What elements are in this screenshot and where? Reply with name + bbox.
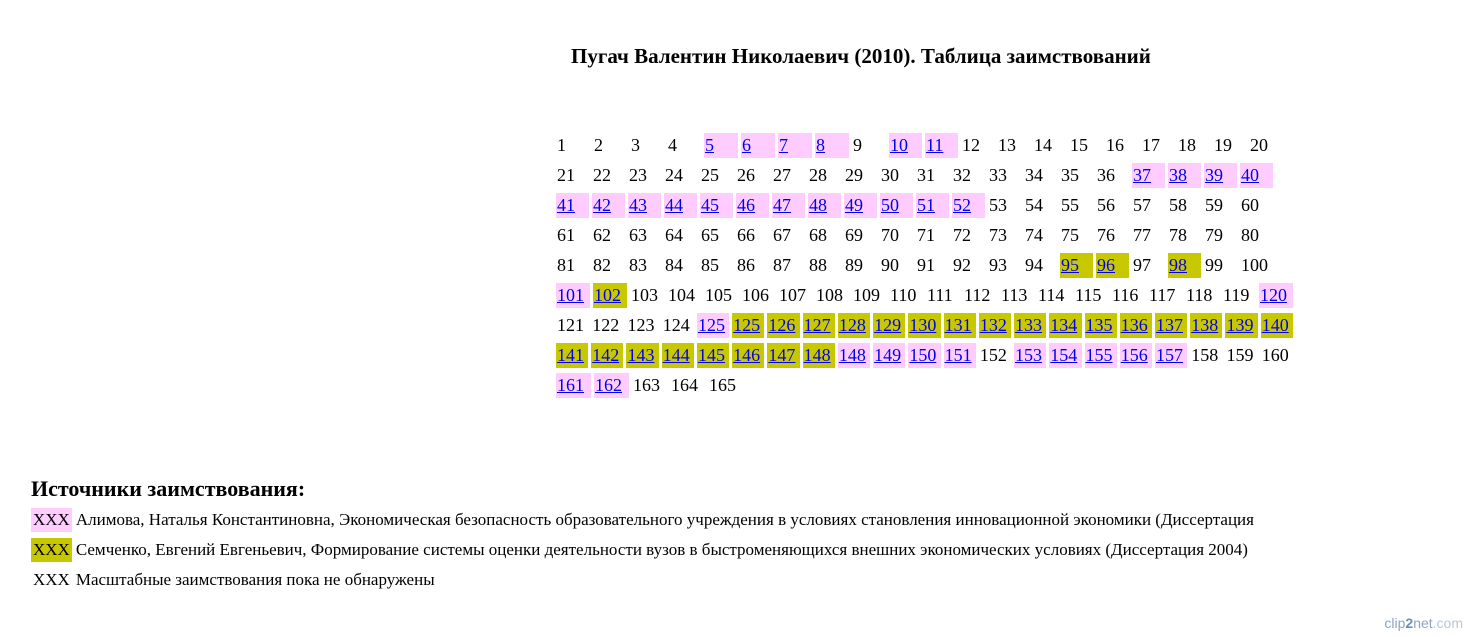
grid-cell: 25	[701, 164, 719, 185]
borrowed-fragment-link[interactable]: 129	[874, 314, 902, 335]
borrowed-fragment-link[interactable]: 41	[557, 194, 575, 215]
sources-heading: Источники заимствования:	[31, 476, 306, 501]
grid-cell[interactable]	[556, 373, 591, 398]
grid-cell[interactable]	[591, 343, 623, 368]
grid-cell[interactable]	[662, 343, 694, 368]
grid-cell[interactable]	[873, 313, 905, 338]
grid-cell[interactable]	[1190, 313, 1222, 338]
grid-cell[interactable]	[1060, 253, 1093, 278]
grid-cell: 21	[557, 164, 575, 185]
grid-cell: 62	[593, 224, 611, 245]
grid-cell[interactable]	[908, 343, 940, 368]
grid-cell: 28	[809, 164, 827, 185]
grid-cell: 32	[953, 164, 971, 185]
grid-cell: 19	[1214, 134, 1232, 155]
grid-cell: 4	[668, 134, 677, 155]
grid-cell: 124	[662, 314, 690, 335]
source-text: Семченко, Евгений Евгеньевич, Формирование системы оценки деятельности вузов в быстроменяющихся внешних экономических условиях (Диссертация 2004)	[75, 540, 1248, 559]
borrowed-fragment-link[interactable]: 50	[881, 194, 899, 215]
grid-cell[interactable]	[944, 313, 976, 338]
borrowed-fragment-link[interactable]: 154	[1050, 344, 1078, 365]
grid-cell: 20	[1250, 134, 1268, 155]
grid-cell: 165	[709, 374, 736, 395]
borrowed-fragment-link[interactable]: 144	[662, 344, 690, 365]
grid-cell[interactable]	[1132, 163, 1165, 188]
grid-cell: 14	[1034, 134, 1052, 155]
grid-cell: 115	[1075, 284, 1102, 305]
grid-cell[interactable]	[626, 343, 658, 368]
grid-cell: 30	[881, 164, 899, 185]
borrowed-fragment-link[interactable]: 5	[705, 134, 714, 155]
grid-cell[interactable]	[889, 133, 922, 158]
grid-cell[interactable]	[736, 193, 769, 218]
grid-cell: 152	[979, 344, 1007, 365]
grid-cell: 1	[557, 134, 566, 155]
grid-cell: 88	[809, 254, 827, 275]
borrowed-fragment-link[interactable]: 46	[737, 194, 755, 215]
grid-cell: 110	[890, 284, 917, 305]
borrowed-fragment-link[interactable]: 143	[627, 344, 655, 365]
borrowed-fragment-link[interactable]: 148	[838, 344, 866, 365]
grid-cell: 23	[629, 164, 647, 185]
borrowed-fragment-link[interactable]: 161	[557, 374, 584, 395]
borrowed-fragment-link[interactable]: 98	[1169, 254, 1187, 275]
grid-cell: 54	[1025, 194, 1043, 215]
grid-cell: 3	[631, 134, 640, 155]
borrowed-fragment-link[interactable]: 139	[1226, 314, 1254, 335]
borrowed-fragment-link[interactable]: 125	[733, 314, 761, 335]
borrowed-fragment-link[interactable]: 48	[809, 194, 827, 215]
grid-cell[interactable]	[1085, 313, 1117, 338]
grid-cell: 158	[1191, 344, 1219, 365]
grid-cell[interactable]	[1014, 343, 1046, 368]
grid-row	[556, 310, 1296, 340]
grid-cell: 109	[853, 284, 880, 305]
grid-cell: 15	[1070, 134, 1088, 155]
borrowing-grid	[556, 130, 1296, 400]
source-tag-olive: XXX	[31, 538, 72, 562]
grid-cell[interactable]	[1120, 313, 1152, 338]
grid-cell[interactable]	[664, 193, 697, 218]
grid-cell[interactable]	[700, 193, 733, 218]
page-title: Пугач Валентин Николаевич (2010). Таблица заимствований	[571, 44, 1151, 68]
borrowed-fragment-link[interactable]: 45	[701, 194, 719, 215]
borrowed-fragment-link[interactable]: 135	[1085, 314, 1113, 335]
grid-cell: 116	[1112, 284, 1139, 305]
borrowed-fragment-link[interactable]: 137	[1155, 314, 1183, 335]
grid-cell: 83	[629, 254, 647, 275]
grid-cell: 100	[1241, 254, 1268, 275]
source-text: Алимова, Наталья Константиновна, Экономическая безопасность образовательного учреждения в условиях становления инновационной экономики (Диссертация	[75, 510, 1254, 529]
grid-cell[interactable]	[772, 193, 805, 218]
grid-cell: 97	[1133, 254, 1151, 275]
borrowed-fragment-link[interactable]: 134	[1050, 314, 1078, 335]
grid-cell[interactable]	[1155, 343, 1187, 368]
borrowed-fragment-link[interactable]: 157	[1155, 344, 1183, 365]
grid-cell: 86	[737, 254, 755, 275]
grid-cell: 160	[1261, 344, 1289, 365]
grid-row	[556, 130, 1296, 160]
borrowed-fragment-link[interactable]: 95	[1061, 254, 1079, 275]
grid-cell[interactable]	[1168, 253, 1201, 278]
borrowed-fragment-link[interactable]: 132	[979, 314, 1007, 335]
grid-cell[interactable]	[803, 343, 835, 368]
grid-cell: 22	[593, 164, 611, 185]
borrowed-fragment-link[interactable]: 151	[944, 344, 972, 365]
grid-cell: 119	[1223, 284, 1250, 305]
source-item-semchenko	[31, 538, 1248, 562]
borrowed-fragment-link[interactable]: 162	[595, 374, 622, 395]
grid-cell: 163	[633, 374, 660, 395]
grid-cell: 35	[1061, 164, 1079, 185]
grid-cell[interactable]	[1096, 253, 1129, 278]
grid-cell: 63	[629, 224, 647, 245]
grid-cell: 73	[989, 224, 1007, 245]
grid-row	[556, 370, 1296, 400]
borrowed-fragment-link[interactable]: 6	[742, 134, 751, 155]
source-item-alimova	[31, 508, 1254, 532]
grid-cell[interactable]	[556, 193, 589, 218]
grid-cell: 87	[773, 254, 791, 275]
grid-cell: 12	[962, 134, 980, 155]
borrowed-fragment-link[interactable]: 147	[768, 344, 796, 365]
grid-cell: 68	[809, 224, 827, 245]
grid-cell: 74	[1025, 224, 1043, 245]
source-item-none	[31, 568, 435, 592]
grid-cell: 164	[671, 374, 698, 395]
grid-cell: 61	[557, 224, 575, 245]
grid-cell: 117	[1149, 284, 1176, 305]
borrowed-fragment-link[interactable]: 145	[697, 344, 725, 365]
borrowed-fragment-link[interactable]: 39	[1205, 164, 1223, 185]
borrowed-fragment-link[interactable]: 138	[1191, 314, 1219, 335]
grid-cell: 18	[1178, 134, 1196, 155]
grid-cell: 17	[1142, 134, 1160, 155]
grid-cell[interactable]	[1259, 283, 1293, 308]
grid-cell[interactable]	[1168, 163, 1201, 188]
grid-cell: 106	[742, 284, 769, 305]
grid-cell[interactable]	[908, 313, 940, 338]
grid-cell: 57	[1133, 194, 1151, 215]
grid-cell: 53	[989, 194, 1007, 215]
borrowed-fragment-link[interactable]: 142	[592, 344, 620, 365]
borrowed-fragment-link[interactable]: 40	[1241, 164, 1259, 185]
grid-cell[interactable]	[732, 343, 764, 368]
grid-cell: 80	[1241, 224, 1259, 245]
grid-cell[interactable]	[944, 343, 976, 368]
grid-cell: 13	[998, 134, 1016, 155]
borrowed-fragment-link[interactable]: 141	[557, 344, 584, 365]
grid-cell[interactable]	[1204, 163, 1237, 188]
borrowed-fragment-link[interactable]: 42	[593, 194, 611, 215]
borrowed-fragment-link[interactable]: 11	[926, 134, 944, 155]
borrowed-fragment-link[interactable]: 52	[953, 194, 971, 215]
borrowed-fragment-link[interactable]: 133	[1015, 314, 1043, 335]
grid-row	[556, 190, 1296, 220]
grid-cell: 76	[1097, 224, 1115, 245]
borrowed-fragment-link[interactable]: 10	[890, 134, 908, 155]
grid-cell: 108	[816, 284, 843, 305]
grid-cell: 36	[1097, 164, 1115, 185]
grid-cell: 123	[627, 314, 655, 335]
grid-cell: 67	[773, 224, 791, 245]
grid-cell[interactable]	[1049, 313, 1081, 338]
borrowed-fragment-link[interactable]: 101	[557, 284, 584, 305]
grid-cell: 85	[701, 254, 719, 275]
grid-cell: 58	[1169, 194, 1187, 215]
borrowed-fragment-link[interactable]: 44	[665, 194, 683, 215]
grid-cell: 78	[1169, 224, 1187, 245]
grid-cell: 121	[557, 314, 584, 335]
grid-cell[interactable]	[838, 313, 870, 338]
grid-cell[interactable]	[979, 313, 1011, 338]
grid-cell: 75	[1061, 224, 1079, 245]
grid-row	[556, 340, 1296, 370]
grid-cell[interactable]	[767, 343, 799, 368]
grid-cell: 70	[881, 224, 899, 245]
borrowed-fragment-link[interactable]: 126	[768, 314, 796, 335]
borrowed-fragment-link[interactable]: 130	[909, 314, 937, 335]
grid-cell[interactable]	[556, 283, 590, 308]
borrowed-fragment-link[interactable]: 155	[1085, 344, 1113, 365]
grid-cell[interactable]	[873, 343, 905, 368]
grid-cell: 27	[773, 164, 791, 185]
grid-cell: 90	[881, 254, 899, 275]
grid-cell[interactable]	[1014, 313, 1046, 338]
grid-row	[556, 220, 1296, 250]
grid-cell: 89	[845, 254, 863, 275]
borrowed-fragment-link[interactable]: 7	[779, 134, 788, 155]
watermark-logo: clip2net.com	[1384, 615, 1463, 631]
grid-cell: 113	[1001, 284, 1028, 305]
grid-cell: 56	[1097, 194, 1115, 215]
grid-cell[interactable]	[1120, 343, 1152, 368]
grid-cell: 60	[1241, 194, 1259, 215]
grid-cell: 71	[917, 224, 935, 245]
grid-cell: 81	[557, 254, 575, 275]
grid-cell: 66	[737, 224, 755, 245]
borrowed-fragment-link[interactable]: 127	[803, 314, 831, 335]
borrowed-fragment-link[interactable]: 47	[773, 194, 791, 215]
grid-row	[556, 250, 1296, 280]
grid-cell[interactable]	[844, 193, 877, 218]
source-text: Масштабные заимствования пока не обнаружены	[75, 570, 435, 589]
borrowed-fragment-link[interactable]: 150	[909, 344, 937, 365]
grid-cell: 79	[1205, 224, 1223, 245]
grid-cell: 111	[927, 284, 953, 305]
borrowed-fragment-link[interactable]: 38	[1169, 164, 1187, 185]
grid-cell: 118	[1186, 284, 1213, 305]
grid-cell: 105	[705, 284, 732, 305]
grid-row	[556, 160, 1296, 190]
borrowed-fragment-link[interactable]: 51	[917, 194, 935, 215]
grid-cell: 92	[953, 254, 971, 275]
grid-cell[interactable]	[593, 283, 627, 308]
grid-cell: 94	[1025, 254, 1043, 275]
grid-cell: 103	[631, 284, 658, 305]
grid-cell: 82	[593, 254, 611, 275]
grid-cell[interactable]	[556, 343, 588, 368]
grid-cell: 107	[779, 284, 806, 305]
grid-cell[interactable]	[778, 133, 812, 158]
borrowed-fragment-link[interactable]: 8	[816, 134, 825, 155]
grid-cell: 91	[917, 254, 935, 275]
borrowed-fragment-link[interactable]: 37	[1133, 164, 1151, 185]
grid-cell: 24	[665, 164, 683, 185]
grid-cell[interactable]	[808, 193, 841, 218]
grid-cell: 29	[845, 164, 863, 185]
borrowed-fragment-link[interactable]: 149	[874, 344, 902, 365]
grid-cell: 104	[668, 284, 695, 305]
borrowed-fragment-link[interactable]: 102	[594, 284, 621, 305]
grid-cell[interactable]	[1049, 343, 1081, 368]
grid-cell: 159	[1226, 344, 1254, 365]
grid-cell: 122	[592, 314, 620, 335]
borrowed-fragment-link[interactable]: 148	[803, 344, 831, 365]
grid-cell[interactable]	[952, 193, 985, 218]
grid-cell: 112	[964, 284, 991, 305]
borrowed-fragment-link[interactable]: 120	[1260, 284, 1287, 305]
grid-cell: 33	[989, 164, 1007, 185]
grid-cell[interactable]	[732, 313, 764, 338]
grid-cell: 31	[917, 164, 935, 185]
grid-cell: 84	[665, 254, 683, 275]
grid-cell[interactable]	[925, 133, 958, 158]
grid-cell[interactable]	[594, 373, 629, 398]
grid-cell: 93	[989, 254, 1007, 275]
grid-row	[556, 280, 1296, 310]
borrowed-fragment-link[interactable]: 140	[1261, 314, 1289, 335]
grid-cell[interactable]	[916, 193, 949, 218]
grid-cell: 69	[845, 224, 863, 245]
grid-cell: 9	[853, 134, 862, 155]
grid-cell[interactable]	[803, 313, 835, 338]
borrowed-fragment-link[interactable]: 156	[1120, 344, 1148, 365]
grid-cell[interactable]	[592, 193, 625, 218]
source-tag-none: XXX	[33, 570, 70, 589]
borrowed-fragment-link[interactable]: 128	[838, 314, 866, 335]
grid-cell: 26	[737, 164, 755, 185]
grid-cell: 72	[953, 224, 971, 245]
borrowed-fragment-link[interactable]: 153	[1015, 344, 1043, 365]
grid-cell: 65	[701, 224, 719, 245]
grid-cell[interactable]	[815, 133, 849, 158]
grid-cell[interactable]	[1261, 313, 1293, 338]
grid-cell: 114	[1038, 284, 1065, 305]
grid-cell[interactable]	[697, 343, 729, 368]
grid-cell: 64	[665, 224, 683, 245]
grid-cell[interactable]	[628, 193, 661, 218]
grid-cell[interactable]	[1085, 343, 1117, 368]
grid-cell[interactable]	[880, 193, 913, 218]
grid-cell[interactable]	[1155, 313, 1187, 338]
grid-cell[interactable]	[741, 133, 775, 158]
borrowed-fragment-link[interactable]: 96	[1097, 254, 1115, 275]
grid-cell[interactable]	[1225, 313, 1257, 338]
grid-cell: 16	[1106, 134, 1124, 155]
grid-cell: 34	[1025, 164, 1043, 185]
grid-cell: 99	[1205, 254, 1223, 275]
grid-cell: 2	[594, 134, 603, 155]
source-tag-pink: XXX	[31, 508, 72, 532]
grid-cell[interactable]	[704, 133, 738, 158]
borrowed-fragment-link[interactable]: 136	[1120, 314, 1148, 335]
borrowed-fragment-link[interactable]: 146	[733, 344, 761, 365]
borrowed-fragment-link[interactable]: 49	[845, 194, 863, 215]
grid-cell[interactable]	[767, 313, 799, 338]
grid-cell: 77	[1133, 224, 1151, 245]
borrowed-fragment-link[interactable]: 131	[944, 314, 972, 335]
borrowed-fragment-link[interactable]: 125	[697, 314, 725, 335]
grid-cell[interactable]	[697, 313, 729, 338]
grid-cell: 55	[1061, 194, 1079, 215]
grid-cell: 59	[1205, 194, 1223, 215]
borrowed-fragment-link[interactable]: 43	[629, 194, 647, 215]
grid-cell[interactable]	[838, 343, 870, 368]
grid-cell[interactable]	[1240, 163, 1273, 188]
